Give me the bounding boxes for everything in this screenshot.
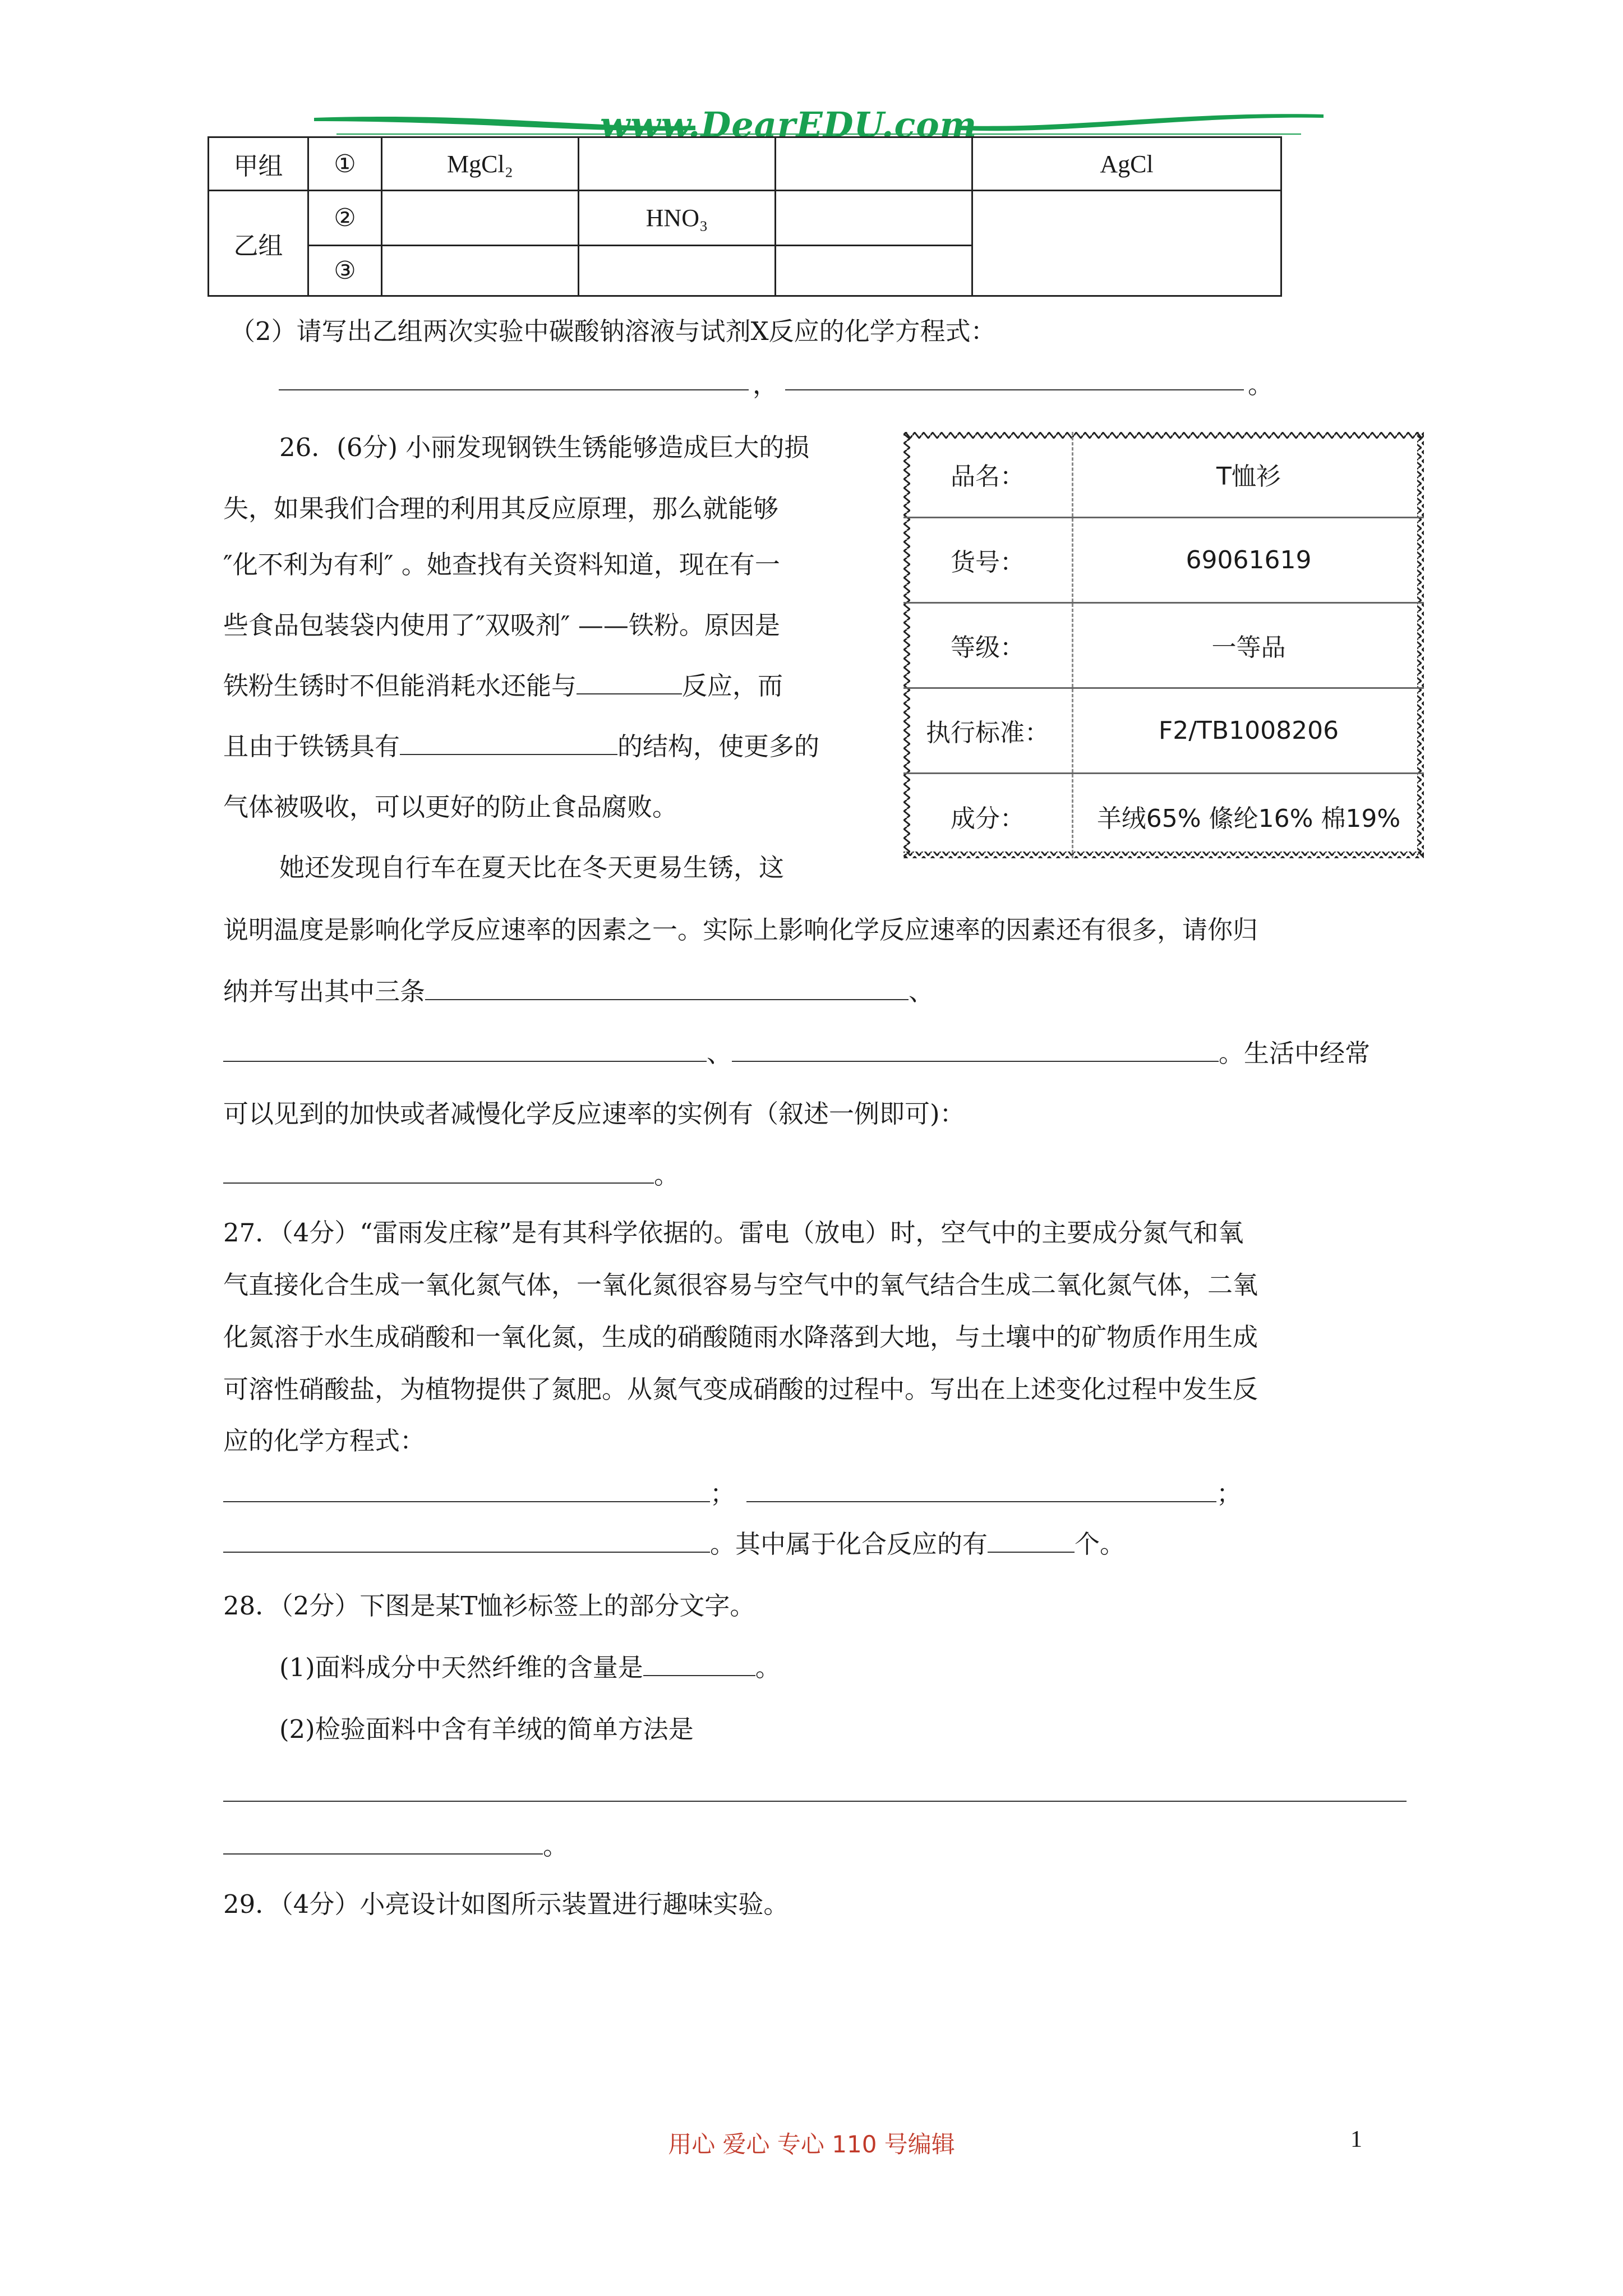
label-value: F2/TB1008206 — [1073, 688, 1424, 773]
label-value: 69061619 — [1073, 517, 1424, 602]
page-footer: 用心 爱心 专心 110 号编辑 — [668, 2131, 955, 2158]
answer-blank[interactable] — [400, 752, 617, 755]
experiment-table — [208, 136, 1282, 297]
table-row — [209, 137, 1281, 191]
label-value: 羊绒65% 絛纶16% 棉19% — [1073, 773, 1424, 858]
answer-blank[interactable] — [223, 1549, 710, 1553]
q26-line1: 26．(6分) 小丽发现钢铁生锈能够造成巨大的损 — [279, 432, 810, 462]
answer-blank[interactable] — [223, 1059, 707, 1062]
label-row — [903, 517, 1424, 602]
label-row — [903, 688, 1424, 773]
answer-blank[interactable] — [746, 1499, 1216, 1502]
period: 。 — [1248, 370, 1274, 399]
label-row — [903, 773, 1424, 858]
q26-line5 — [223, 671, 783, 701]
label-key: 等级： — [903, 602, 1073, 688]
table-cell — [776, 191, 972, 246]
label-row — [903, 602, 1424, 688]
number-cell: ③ — [308, 246, 382, 296]
site-logo[interactable]: www.DearEDU.com — [600, 104, 978, 145]
label-value: 一等品 — [1073, 602, 1424, 688]
period: 。 — [755, 1653, 781, 1682]
q29-line1: 29．（4分）小亮设计如图所示装置进行趣味实验。 — [223, 1889, 789, 1919]
q26-line8: 她还发现自行车在夏天比在冬天更易生锈，这 — [279, 853, 785, 882]
q26-line5-text: 铁粉生锈时不但能消耗水还能与 — [223, 671, 577, 701]
answer-blank[interactable] — [223, 1851, 543, 1855]
q26-line7: 气体被吸收，可以更好的防止食品腐败。 — [223, 792, 678, 822]
q27-line1: 27．（4分）“雷雨发庄稼”是有其科学依据的。雷电（放电）时，空气中的主要成分氮气和氧 — [223, 1218, 1244, 1248]
q25-part2: （2）请写出乙组两次实验中碳酸钠溶液与试剂X反应的化学方程式： — [230, 316, 996, 346]
table-cell — [776, 246, 972, 296]
q26-line13 — [223, 1162, 679, 1188]
table-cell — [972, 191, 1281, 296]
q28-part1 — [279, 1655, 781, 1680]
answer-blank[interactable] — [988, 1549, 1075, 1553]
answer-blank[interactable] — [223, 1801, 1407, 1802]
label-key: 成分： — [903, 773, 1073, 858]
q27-line7-text: 。其中属于化合反应的有 — [710, 1529, 988, 1559]
answer-blank[interactable] — [785, 389, 1244, 390]
number-cell: ② — [308, 191, 382, 246]
q28-part1-text: (1)面料成分中天然纤维的含量是 — [279, 1653, 643, 1682]
label-key: 执行标准： — [903, 688, 1073, 773]
q26-line12: 可以见到的加快或者减慢化学反应速率的实例有（叙述一例即可)： — [223, 1099, 965, 1129]
label-value: T恤衫 — [1216, 462, 1281, 491]
q26-line6 — [223, 731, 820, 761]
q26-line10 — [223, 979, 934, 1004]
label-key: 货号： — [903, 517, 1073, 602]
label-key: 品名： — [903, 432, 1073, 517]
group-cell: 乙组 — [209, 191, 308, 296]
label-row — [903, 432, 1424, 517]
q26-line10-text: 纳并写出其中三条 — [223, 977, 426, 1006]
q26-line9: 说明温度是影响化学反应速率的因素之一。实际上影响化学反应速率的因素还有很多，请你归 — [223, 915, 1258, 945]
q28-part2: (2)检验面料中含有羊绒的简单方法是 — [279, 1714, 694, 1744]
table-cell — [579, 137, 776, 191]
answer-blank[interactable] — [577, 691, 682, 694]
q27-line3: 化氮溶于水生成硝酸和一氧化氮，生成的硝酸随雨水降落到大地，与土壤中的矿物质作用生成 — [223, 1322, 1258, 1352]
table-row — [209, 191, 1281, 246]
q26-line5-text: 反应，而 — [682, 671, 783, 701]
group-cell: 甲组 — [209, 137, 308, 191]
page-number: 1 — [1350, 2127, 1362, 2152]
table-cell — [382, 191, 579, 246]
table-cell — [579, 246, 776, 296]
number-cell: ① — [308, 137, 382, 191]
answer-blank[interactable] — [223, 1499, 710, 1502]
answer-blank[interactable] — [223, 1180, 654, 1184]
q26-line3: ″化不利为有利″ 。她查找有关资料知道，现在有一 — [223, 550, 780, 579]
table-cell — [382, 246, 579, 296]
clothing-label — [903, 432, 1424, 858]
table-cell — [776, 137, 972, 191]
q26-line11 — [223, 1038, 1371, 1068]
separator: 、 — [909, 977, 934, 1006]
period: 。 — [654, 1160, 680, 1190]
answer-blank[interactable] — [279, 389, 749, 390]
q27-line6 — [223, 1481, 1242, 1506]
separator: 、 — [707, 1038, 732, 1068]
q28-line1: 28．（2分）下图是某T恤衫标签上的部分文字。 — [223, 1591, 755, 1621]
q26-line2: 失，如果我们合理的利用其反应原理，那么就能够 — [223, 494, 779, 523]
q26-line4: 些食品包装袋内使用了″双吸剂″ ——铁粉。原因是 — [223, 610, 780, 640]
answer-blank[interactable] — [425, 997, 909, 1000]
label-table — [903, 432, 1424, 858]
q27-line7-text: 个。 — [1075, 1529, 1126, 1559]
q27-line7 — [223, 1531, 1125, 1557]
separator: ， — [753, 370, 778, 399]
separator: ； — [710, 1479, 736, 1508]
q26-line11-text: 。生活中经常 — [1219, 1038, 1371, 1068]
table-cell: MgCl₂ — [382, 137, 579, 191]
answer-blank[interactable] — [732, 1059, 1219, 1062]
q28-line-last — [223, 1831, 569, 1861]
separator: ； — [1216, 1479, 1242, 1508]
q26-line6-text: 且由于铁锈具有 — [223, 731, 400, 761]
table-cell: HNO₃ — [579, 191, 776, 246]
q26-line6-text: 的结构，使更多的 — [617, 731, 820, 761]
period: 。 — [543, 1831, 569, 1861]
q27-line4: 可溶性硝酸盐，为植物提供了氮肥。从氮气变成硝酸的过程中。写出在上述变化过程中发生反 — [223, 1374, 1258, 1404]
answer-blank[interactable] — [643, 1673, 755, 1676]
q27-line2: 气直接化合生成一氧化氮气体，一氧化氮很容易与空气中的氧气结合生成二氧化氮气体，二氧 — [223, 1270, 1258, 1300]
table-cell: AgCl — [972, 137, 1281, 191]
q27-line5: 应的化学方程式： — [223, 1426, 426, 1456]
